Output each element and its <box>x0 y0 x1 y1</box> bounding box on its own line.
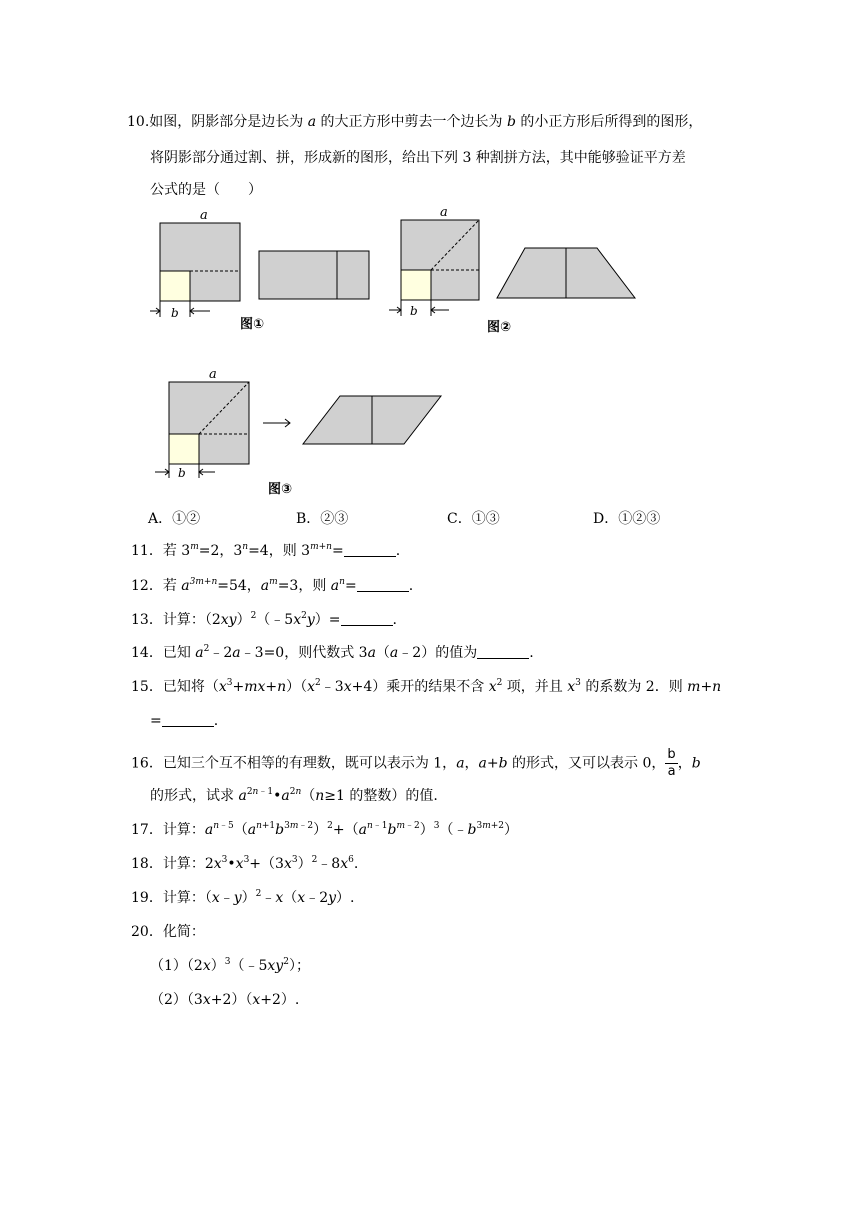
question-18: 18．计算：$2x^3•x^3+(3x^3)^2﹣8x^6$. <box>131 855 359 872</box>
fraction-b-over-a: $\frac{b}{a}$ <box>667 747 676 779</box>
fig3-var-b: b <box>178 466 186 480</box>
answer-blank[interactable] <box>341 611 393 626</box>
question-16: 16．已知三个互不相等的有理数，既可以表示为 1，a，a+b 的形式，又可以表示 0， $\frac{b}{a}$ ，b <box>131 747 701 779</box>
fig2-var-a: a <box>440 205 448 220</box>
fig1-small-square <box>160 271 190 301</box>
fig3-small-square <box>169 434 199 464</box>
q10-number: 10. <box>127 114 150 130</box>
question-20-part-1: $(1)(2x)^3(﹣5xy^2)$； <box>150 957 310 974</box>
answer-blank[interactable] <box>344 542 396 557</box>
fig1-rectangle <box>259 251 369 299</box>
question-13: 13．计算：$(2xy)^2(﹣5x^2y)=$ . <box>131 611 397 628</box>
fig1-var-b: b <box>171 306 179 320</box>
fig3-var-a: a <box>209 368 217 382</box>
answer-blank[interactable] <box>477 644 529 659</box>
choice-d[interactable]: D．①②③ <box>593 511 661 527</box>
fig2-label: 图② <box>487 320 512 335</box>
question-19: 19．计算：（x﹣y）$^2$﹣x（x﹣2y）. <box>131 889 355 906</box>
question-15: 15．已知将$(x^3+mx+n)(x^2﹣3x+4)$乘开的结果不含 $x^2$ 项，并且 $x^3$ 的系数为 2．则 m+n <box>131 678 722 695</box>
figure-3 <box>145 368 450 480</box>
fig3-label: 图③ <box>268 482 293 497</box>
q10-line3: 公式的是（ ） <box>150 182 262 198</box>
choice-c[interactable]: C．①③ <box>447 511 500 527</box>
answer-blank[interactable] <box>162 712 214 727</box>
fig1-var-a: a <box>200 208 208 223</box>
question-11: 11．若 $3^m=2$，$3^n=4$，则 $3^{m+n}=$ . <box>131 542 401 559</box>
fig2-var-b: b <box>410 304 418 318</box>
question-12: 12．若 $a^{3m+n}=54$，$a^m=3$，则 $a^n=$ . <box>131 577 414 594</box>
choice-b[interactable]: B．②③ <box>296 511 349 527</box>
question-20-part-2: （2）（3x+2）（x+2）. <box>150 992 300 1008</box>
choice-a[interactable]: A．①② <box>148 511 201 527</box>
fig2-small-square <box>401 270 431 300</box>
question-15-cont: = . <box>150 713 219 729</box>
fig1-label: 图① <box>240 317 265 332</box>
q10-line1: 10.如图，阴影部分是边长为 a 的大正方形中剪去一个边长为 b 的小正方形后所得到的图形， <box>127 114 703 130</box>
figure-2 <box>385 200 645 330</box>
q10-line2: 将阴影部分通过割、拼，形成新的图形，给出下列 3 种割拼方法，其中能够验证平方差 <box>150 150 686 166</box>
question-20: 20．化简： <box>131 924 205 940</box>
question-17: 17．计算：$a^{n﹣5}(a^{n+1}b^{3m﹣2})^2+(a^{n﹣1}b^{m﹣2})^3(﹣b^{3m+2})$ <box>131 821 519 838</box>
answer-blank[interactable] <box>357 577 409 592</box>
question-14: 14．已知 $a^2﹣2a﹣3=0$，则代数式 3a（a﹣2）的值为 . <box>131 644 534 661</box>
question-16-cont: 的形式，试求 $a^{2n﹣1}•a^{2n}(n\ge 1$ 的整数）的值. <box>150 787 438 804</box>
